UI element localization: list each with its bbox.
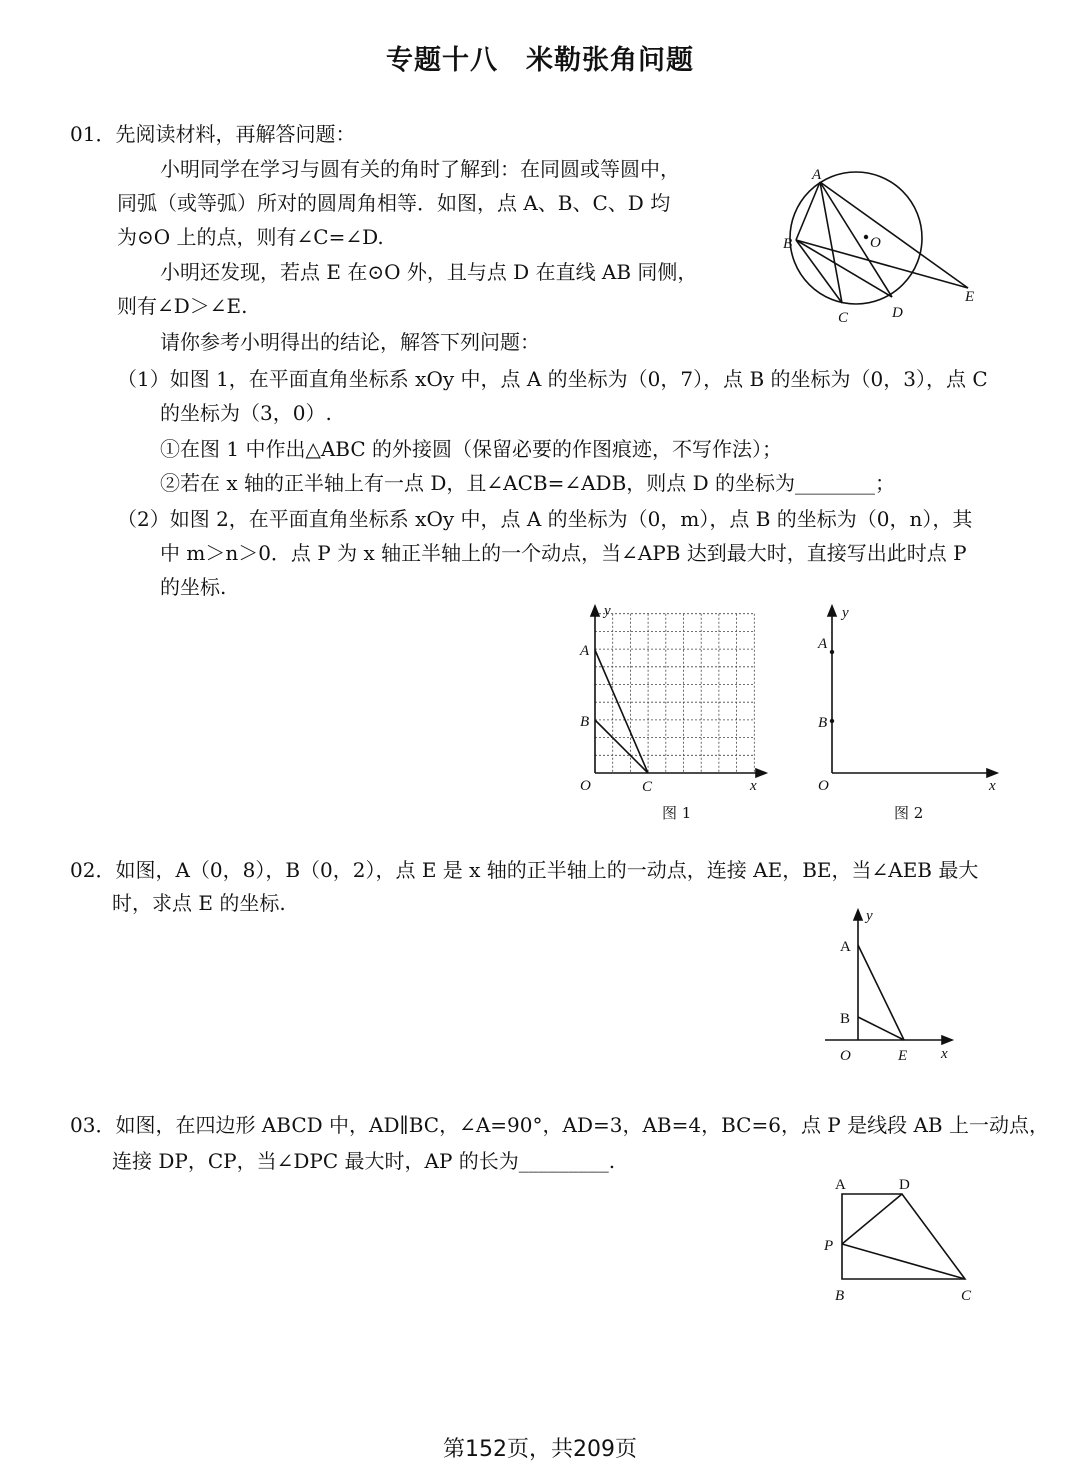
q1-part1: （1）如图 1，在平面直角坐标系 xOy 中，点 A 的坐标为（0，7），点 B 的坐标为（0，3），点 C — [117, 367, 988, 391]
label-p: P — [824, 1238, 834, 1254]
q1-line: 中 m＞n＞0．点 P 为 x 轴正半轴上的一个动点，当∠APB 达到最大时，直接写出此时点 P — [160, 541, 967, 565]
label-d: D — [899, 1177, 910, 1193]
label-e: E — [898, 1048, 908, 1064]
figure-2 — [805, 600, 1005, 800]
label-a: A — [835, 1177, 846, 1193]
axis-y: y — [866, 908, 873, 924]
label-a: A — [580, 643, 590, 659]
figure-2-caption: 图 2 — [894, 804, 924, 822]
q3-figure — [815, 1170, 995, 1310]
q1-line: 为⊙O 上的点，则有∠C=∠D. — [117, 225, 384, 249]
origin: O — [580, 778, 591, 794]
label-d: D — [892, 305, 903, 321]
q2-line: 时，求点 E 的坐标. — [112, 891, 286, 915]
q1-sub2: ②若在 x 轴的正半轴上有一点 D，且∠ACB=∠ADB，则点 D 的坐标为________； — [160, 471, 896, 495]
label-a: A — [818, 636, 828, 652]
q1-sub1: ①在图 1 中作出△ABC 的外接圆（保留必要的作图痕迹，不写作法）； — [160, 437, 782, 461]
q3-heading: 03．如图，在四边形 ABCD 中，AD∥BC，∠A=90°，AD=3，AB=4，BC=6，点 P 是线段 AB 上一动点， — [70, 1113, 1049, 1137]
axis-y: y — [604, 603, 611, 619]
label-a: A — [812, 167, 822, 183]
axis-x: x — [750, 778, 757, 794]
label-b: B — [580, 714, 590, 730]
origin: O — [818, 778, 829, 794]
label-e: E — [965, 289, 975, 305]
q1-line: 请你参考小明得出的结论，解答下列问题： — [160, 330, 540, 354]
page-footer: 第152页，共209页 — [443, 1437, 637, 1462]
q1-line: 小明还发现，若点 E 在⊙O 外，且与点 D 在直线 AB 同侧， — [160, 260, 698, 284]
q1-heading: 01．先阅读材料，再解答问题： — [70, 122, 356, 146]
q1-part2: （2）如图 2，在平面直角坐标系 xOy 中，点 A 的坐标为（0，m），点 B 的坐标为（0，n），其 — [117, 507, 973, 531]
circle-figure — [770, 160, 1020, 330]
page-title: 专题十八 米勒张角问题 — [386, 45, 694, 76]
label-b: B — [835, 1288, 845, 1304]
label-b: B — [818, 715, 828, 731]
figure-1-caption: 图 1 — [662, 804, 692, 822]
label-o: O — [870, 235, 881, 251]
label-b: B — [840, 1011, 851, 1027]
label-c: C — [838, 310, 849, 326]
q1-line: 同弧（或等弧）所对的圆周角相等．如图，点 A、B、C、D 均 — [117, 191, 671, 215]
label-c: C — [642, 779, 653, 795]
origin: O — [840, 1048, 851, 1064]
axis-x: x — [941, 1046, 948, 1062]
q1-line: 的坐标. — [160, 575, 227, 599]
q1-line: 小明同学在学习与圆有关的角时了解到：在同圆或等圆中， — [160, 157, 680, 181]
q3-line: 连接 DP，CP，当∠DPC 最大时，AP 的长为_________. — [112, 1149, 616, 1173]
q1-line: 则有∠D＞∠E. — [117, 294, 248, 318]
label-c: C — [961, 1288, 972, 1304]
figure-1 — [570, 600, 770, 800]
axis-y: y — [842, 605, 849, 621]
axis-x: x — [989, 778, 996, 794]
q2-figure — [820, 905, 970, 1065]
label-a: A — [840, 939, 851, 955]
q2-heading: 02．如图，A（0，8），B（0，2），点 E 是 x 轴的正半轴上的一动点，连接 AE，BE，当∠AEB 最大 — [70, 858, 979, 882]
label-b: B — [783, 236, 793, 252]
q1-line: 的坐标为（3，0）. — [160, 401, 332, 425]
